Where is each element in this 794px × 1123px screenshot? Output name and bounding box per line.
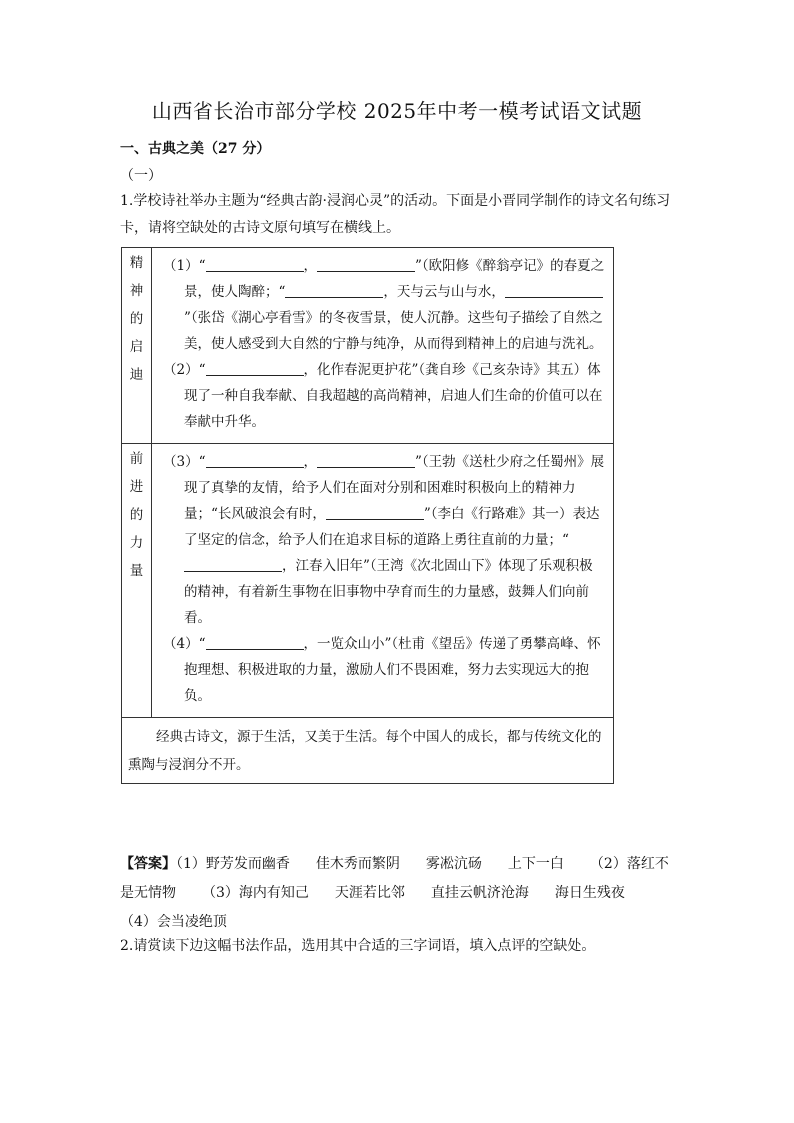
- answer-item: 佳木秀而繁阴: [315, 856, 400, 872]
- answer-blank[interactable]: [206, 255, 304, 272]
- section-heading: 一、古典之美（27 分）: [120, 141, 271, 157]
- answer-blank[interactable]: [326, 503, 424, 520]
- item-2: （2）“ ，化作春泥更护花”（龚自珍《己亥杂诗》其五）体现了一种自我奉献、自我超越的高尚精神，启迪人们生命的价值可以在奉献中升华。: [184, 357, 605, 435]
- answer-item: 上下一白: [507, 856, 564, 872]
- answer-blank[interactable]: [285, 281, 383, 298]
- item-1: （1）“ ， ”（欧阳修《醉翁亭记》的春夏之景，使人陶醉；“ ，天与云与山与水，”（张岱《湖心亭看雪》的冬夜雪景，使人沉静。这些句子描绘了自然之美，使人感受到大自然的宁静与纯净，从而得到精神上的启迪与洗礼。: [184, 253, 605, 357]
- page-title: 山西省长治市部分学校 2025年中考一模考试语文试题: [151, 99, 643, 123]
- card-footer: 经典古诗文，源于生活，又美于生活。每个中国人的成长，都与传统文化的熏陶与浸润分不开。: [122, 718, 614, 784]
- answer-item: （1）野芳发而幽香: [176, 856, 290, 872]
- answer-blank[interactable]: [317, 451, 415, 468]
- theme-text-1: 精 神 的 启 迪: [129, 255, 144, 383]
- answer-item: （3）海内有知己: [202, 885, 309, 901]
- answer-blank[interactable]: [206, 359, 304, 376]
- theme-label-1: [122, 248, 152, 444]
- answer-item: 雾凇沆砀: [425, 856, 482, 872]
- card-cell-1: [152, 248, 614, 444]
- answer-blank[interactable]: [206, 451, 304, 468]
- answer-blank[interactable]: [184, 555, 282, 572]
- answer-label: 【答案】: [120, 856, 176, 872]
- item-3: （3）“ ， ”（王勃《送杜少府之任蜀州》展现了真挚的友情，给予人们在面对分别和困难时积极向上的精神力量；“长风破浪会有时， ”（李白《行路难》其一）表达了坚定的信念，给予人们在追求目标的道路上勇往直前的力量；“，江春入旧年”（王湾《次北固山下》体现了乐观积极的精神，有着新生事物在旧事物中孕育而生的力量感，鼓舞人们向前看。: [184, 449, 605, 631]
- theme-text-2: 前 进 的 力 量: [129, 451, 144, 579]
- answer-block: [120, 850, 680, 937]
- item-4: （4）“ ，一览众山小”（杜甫《望岳》传递了勇攀高峰、怀抱理想、积极进取的力量，激励人们不畏困难，努力去实现远大的抱负。: [184, 631, 605, 709]
- answer-item: 天涯若比邻: [334, 885, 405, 901]
- answer-item: 海日生残夜: [554, 885, 625, 901]
- card-cell-2: [152, 444, 614, 718]
- practice-card: [121, 247, 614, 784]
- answer-blank[interactable]: [505, 281, 603, 298]
- subsection-label: （一）: [120, 168, 162, 184]
- question-2-prompt: 2.请赏读下边这幅书法作品，选用其中合适的三字词语，填入点评的空缺处。: [120, 938, 596, 954]
- answer-blank[interactable]: [206, 633, 304, 650]
- answer-item: 直挂云帆济沧海: [430, 885, 529, 901]
- question-1-prompt: 1.学校诗社举办主题为“经典古韵·浸润心灵”的活动。下面是小晋同学制作的诗文名句练习卡，请将空缺处的古诗文原句填写在横线上。: [120, 193, 671, 236]
- answer-item: （4）会当凌绝顶: [120, 914, 227, 930]
- answer-blank[interactable]: [317, 255, 415, 272]
- answer-item: （2）落红不是无情物: [120, 856, 669, 901]
- theme-label-2: [122, 444, 152, 718]
